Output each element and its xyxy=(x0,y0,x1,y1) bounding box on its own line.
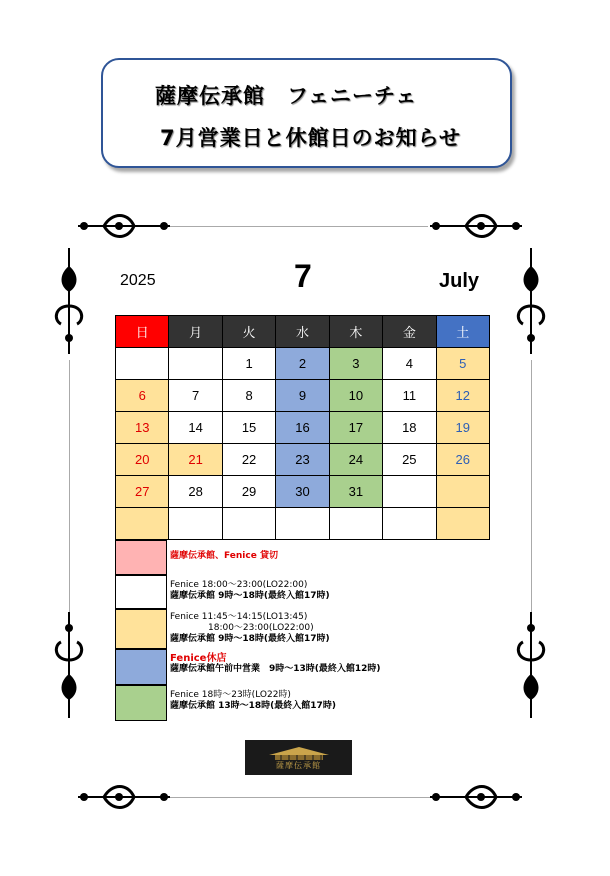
day-cell: 5 xyxy=(436,348,489,380)
legend-swatch-green xyxy=(115,685,167,721)
day-cell: 8 xyxy=(222,380,275,412)
legend-orange-line1: Fenice 11:45～14:15(LO13:45) xyxy=(170,612,308,622)
day-cell: 31 xyxy=(329,476,382,508)
frame-bottom-line xyxy=(160,797,460,798)
day-cell xyxy=(222,508,275,540)
day-cell xyxy=(383,508,436,540)
day-cell: 3 xyxy=(329,348,382,380)
legend-orange-line3: 薩摩伝承館 9時～18時(最終入館17時) xyxy=(170,634,330,644)
legend-pink-line1: 薩摩伝承館、Fenice 貸切 xyxy=(170,551,278,561)
weekday-header: 木 xyxy=(329,316,382,348)
legend-swatch-pink xyxy=(115,540,167,575)
ornament-bottom-right-icon xyxy=(426,783,526,811)
day-cell: 30 xyxy=(276,476,329,508)
weekday-header: 月 xyxy=(169,316,222,348)
ornament-bottom-left-icon xyxy=(74,783,174,811)
day-cell: 27 xyxy=(116,476,169,508)
fleur-de-lis-icon xyxy=(514,246,548,356)
week-row xyxy=(116,348,490,380)
legend-blue-line1: Fenice休店 xyxy=(170,653,227,664)
day-cell: 7 xyxy=(169,380,222,412)
frame-top-line xyxy=(160,226,428,227)
day-cell: 21 xyxy=(169,444,222,476)
day-cell: 16 xyxy=(276,412,329,444)
week-row xyxy=(116,412,490,444)
legend-green-line2: 薩摩伝承館 13時～18時(最終入館17時) xyxy=(170,701,336,711)
day-cell: 23 xyxy=(276,444,329,476)
day-cell xyxy=(116,348,169,380)
day-cell: 19 xyxy=(436,412,489,444)
weekday-header: 火 xyxy=(222,316,275,348)
day-cell xyxy=(436,476,489,508)
building-icon xyxy=(267,745,331,761)
weekday-header-row xyxy=(116,316,490,348)
title-line-2: 7月営業日と休館日のお知らせ xyxy=(160,126,461,150)
day-cell: 26 xyxy=(436,444,489,476)
title-line-1: 薩摩伝承館 フェニーチェ xyxy=(155,84,418,108)
day-cell: 17 xyxy=(329,412,382,444)
day-cell xyxy=(116,508,169,540)
fleur-de-lis-icon xyxy=(514,610,548,720)
month-number: 7 xyxy=(294,258,312,294)
ornament-top-right-icon xyxy=(426,212,526,240)
legend-swatch-blue xyxy=(115,649,167,685)
title-box xyxy=(101,58,512,168)
day-cell: 15 xyxy=(222,412,275,444)
legend-white-line1: Fenice 18:00～23:00(LO22:00) xyxy=(170,580,308,590)
year-label: 2025 xyxy=(120,272,156,289)
frame-right-line xyxy=(531,360,532,630)
weekday-header: 水 xyxy=(276,316,329,348)
frame-left-line xyxy=(69,360,70,630)
legend-blue-line2: 薩摩伝承館午前中営業 9時～13時(最終入館12時) xyxy=(170,664,381,674)
brand-logo xyxy=(245,740,352,775)
legend-swatch-white xyxy=(115,575,167,609)
legend-orange-line2: 18:00～23:00(LO22:00) xyxy=(208,623,314,633)
day-cell xyxy=(383,476,436,508)
day-cell: 9 xyxy=(276,380,329,412)
legend-text-blue xyxy=(170,653,381,675)
weekday-header: 日 xyxy=(116,316,169,348)
day-cell: 22 xyxy=(222,444,275,476)
day-cell: 20 xyxy=(116,444,169,476)
day-cell: 12 xyxy=(436,380,489,412)
fleur-de-lis-icon xyxy=(52,610,86,720)
day-cell xyxy=(276,508,329,540)
day-cell: 29 xyxy=(222,476,275,508)
day-cell: 1 xyxy=(222,348,275,380)
legend-text-white xyxy=(170,580,330,602)
day-cell xyxy=(329,508,382,540)
legend-green-line1: Fenice 18時～23時(LO22時) xyxy=(170,690,291,700)
day-cell xyxy=(169,348,222,380)
legend-white-line2: 薩摩伝承館 9時～18時(最終入館17時) xyxy=(170,591,330,601)
week-row xyxy=(116,444,490,476)
week-row xyxy=(116,476,490,508)
day-cell: 28 xyxy=(169,476,222,508)
logo-text: 薩摩伝承館 xyxy=(276,761,321,770)
day-cell xyxy=(436,508,489,540)
day-cell: 25 xyxy=(383,444,436,476)
legend-text-pink xyxy=(170,551,278,562)
legend-swatch-orange xyxy=(115,609,167,649)
calendar-table xyxy=(115,315,490,540)
ornament-top-left-icon xyxy=(74,212,174,240)
day-cell: 24 xyxy=(329,444,382,476)
legend-text-orange xyxy=(170,612,330,645)
day-cell: 2 xyxy=(276,348,329,380)
day-cell: 4 xyxy=(383,348,436,380)
day-cell: 13 xyxy=(116,412,169,444)
legend-text-green xyxy=(170,690,336,712)
day-cell xyxy=(169,508,222,540)
weekday-header: 金 xyxy=(383,316,436,348)
fleur-de-lis-icon xyxy=(52,246,86,356)
day-cell: 10 xyxy=(329,380,382,412)
day-cell: 14 xyxy=(169,412,222,444)
month-name: July xyxy=(439,270,480,292)
day-cell: 6 xyxy=(116,380,169,412)
day-cell: 18 xyxy=(383,412,436,444)
week-row xyxy=(116,380,490,412)
week-row xyxy=(116,508,490,540)
weekday-header: 土 xyxy=(436,316,489,348)
day-cell: 11 xyxy=(383,380,436,412)
